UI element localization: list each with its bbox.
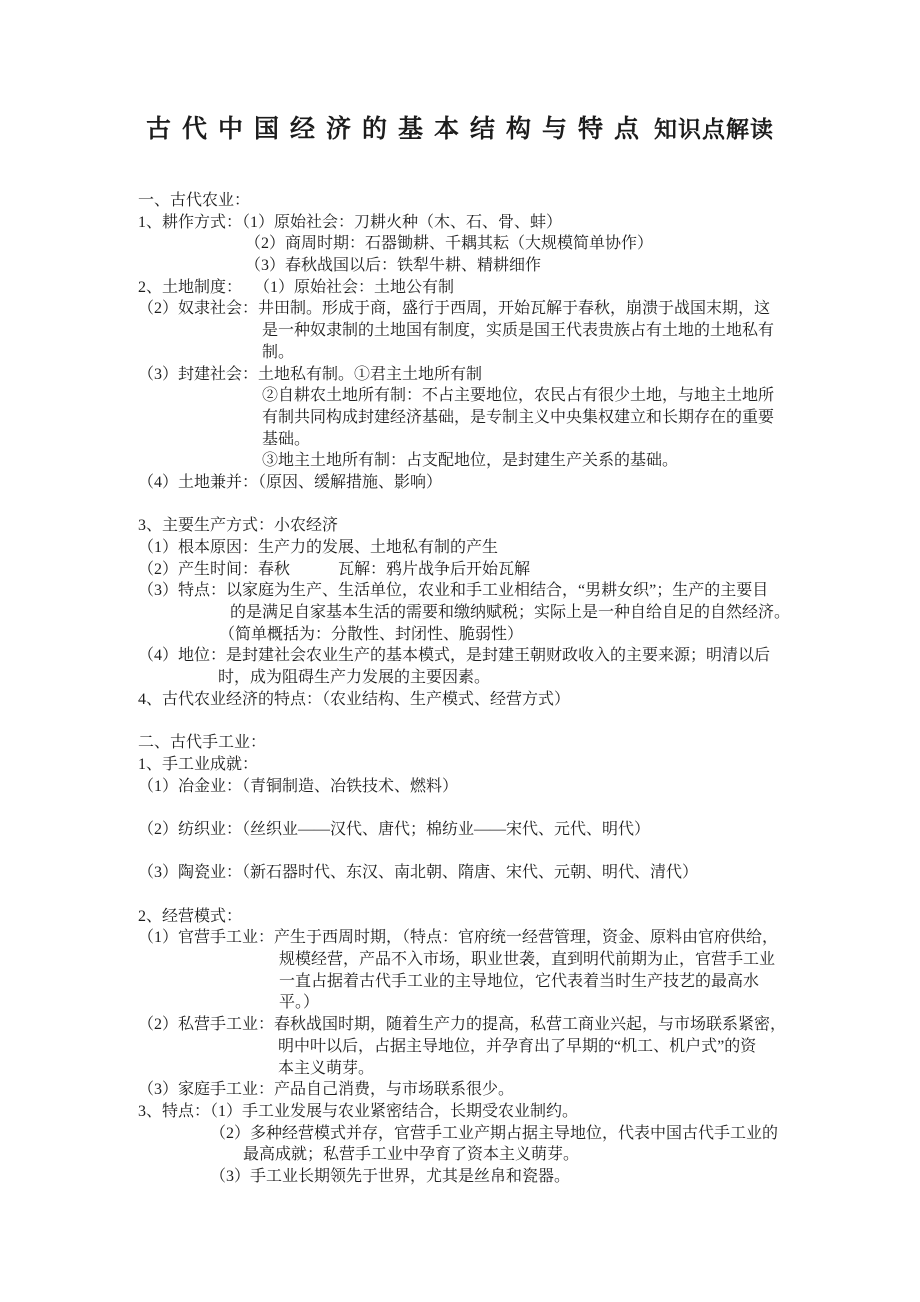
- document-line: 明中叶以后，占据主导地位，并孕育出了早期的“机工、机户式”的资: [278, 1037, 757, 1055]
- document-line: 1、耕作方式：（1）原始社会：刀耕火种（木、石、骨、蚌）: [138, 213, 563, 231]
- document-line: 是一种奴隶制的土地国有制度，实质是国王代表贵族占有土地的土地私有: [262, 322, 775, 340]
- document-line: （4）土地兼并：（原因、缓解措施、影响）: [138, 473, 443, 491]
- document-line: （1）根本原因：生产力的发展、土地私有制的产生: [138, 539, 499, 556]
- document-line: [138, 711, 880, 733]
- document-title: [0, 0, 920, 150]
- document-line: 制。: [262, 343, 295, 361]
- document-line: （3）手工业长期领先于世界，尤其是丝帛和瓷器。: [210, 1167, 571, 1185]
- document-line: 有制共同构成封建经济基础，是专制主义中央集权建立和长期存在的重要: [262, 408, 775, 426]
- document-line: 的是满足自家基本生活的需要和缴纳赋税；实际上是一种自给自足的自然经济。: [230, 604, 791, 622]
- document-line: [138, 841, 880, 863]
- document-line: ②自耕农土地所有制：不占主要地位，农民占有很少土地，与地主土地所: [262, 387, 775, 405]
- document-line: （3）陶瓷业：（新石器时代、东汉、南北朝、隋唐、宋代、元朝、明代、清代）: [138, 864, 699, 882]
- document-line: （3）封建社会：土地私有制。①君主土地所有制: [138, 365, 483, 383]
- title-sub-text: 知识点解读: [654, 117, 774, 142]
- document-body: [0, 190, 920, 1188]
- document-line: [138, 884, 880, 906]
- document-line: （1）官营手工业：产生于西周时期，（特点：官府统一经营管理，资金、原料由官府供给，: [138, 929, 779, 947]
- document-line: ③地主土地所有制：占支配地位，是封建生产关系的基础。: [262, 452, 679, 470]
- document-line: 最高成就；私营手工业中孕育了资本主义萌芽。: [243, 1146, 580, 1164]
- document-line: （3）家庭手工业：产品自己消费，与市场联系很少。: [138, 1081, 515, 1099]
- document-line: （2）私营手工业：春秋战国时期，随着生产力的提高，私营工商业兴起，与市场联系紧密，: [138, 1016, 787, 1034]
- document-line: [138, 797, 880, 819]
- document-line: 一直占据着古代手工业的主导地位，它代表着当时生产技艺的最高水: [279, 972, 760, 990]
- document-line: （2）产生时间：春秋 瓦解：鸦片战争后开始瓦解: [138, 560, 531, 578]
- document-line: （简单概括为：分散性、封闭性、脆弱性）: [219, 625, 524, 643]
- document-line: （4）地位：是封建社会农业生产的基本模式，是封建王朝财政收入的主要来源；明清以后: [138, 647, 771, 665]
- document-line: 平。）: [279, 994, 320, 1012]
- document-line: 二、古代手工业：: [138, 734, 267, 752]
- document-line: 基础。: [262, 430, 311, 448]
- document-line: 一、古代农业：: [138, 192, 251, 209]
- title-main-text: 古代中国经济的基本结构与特点: [145, 116, 650, 143]
- document-line: 2、土地制度： （1）原始社会：土地公有制: [138, 278, 455, 296]
- document-line: 本主义萌芽。: [278, 1059, 375, 1077]
- document-line: 时，成为阻碍生产力发展的主要因素。: [218, 669, 491, 687]
- document-line: 3、主要生产方式：小农经济: [138, 517, 339, 535]
- document-line: （2）多种经营模式并存，官营手工业产期占据主导地位，代表中国古代手工业的: [210, 1124, 779, 1142]
- document-line: 规模经营，产品不入市场，职业世袭，直到明代前期为止，官营手工业: [279, 951, 776, 969]
- document-line: 1、手工业成就：: [138, 755, 259, 773]
- document-line: 3、特点：（1）手工业发展与农业紧密结合，长期受农业制约。: [138, 1102, 579, 1120]
- document-line: 2、经营模式：: [138, 907, 243, 925]
- document-line: [138, 494, 880, 516]
- document-line: （3）特点：以家庭为生产、生活单位，农业和手工业相结合，“男耕女织”；生产的主要目: [138, 582, 769, 600]
- document-line: （2）奴隶社会：井田制。形成于商，盛行于西周，开始瓦解于春秋，崩溃于战国末期，这: [138, 300, 771, 318]
- document-line: （1）冶金业：（青铜制造、冶铁技术、燃料）: [138, 777, 459, 795]
- document-line: （2）纺织业：（丝织业——汉代、唐代；棉纺业——宋代、元代、明代）: [138, 820, 651, 838]
- document-line: （3）春秋战国以后：铁犁牛耕、精耕细作: [245, 257, 542, 275]
- document-line: （2）商周时期：石器锄耕、千耦其耘（大规模简单协作）: [245, 235, 654, 253]
- document-line: 4、古代农业经济的特点：（农业结构、生产模式、经营方式）: [138, 690, 571, 708]
